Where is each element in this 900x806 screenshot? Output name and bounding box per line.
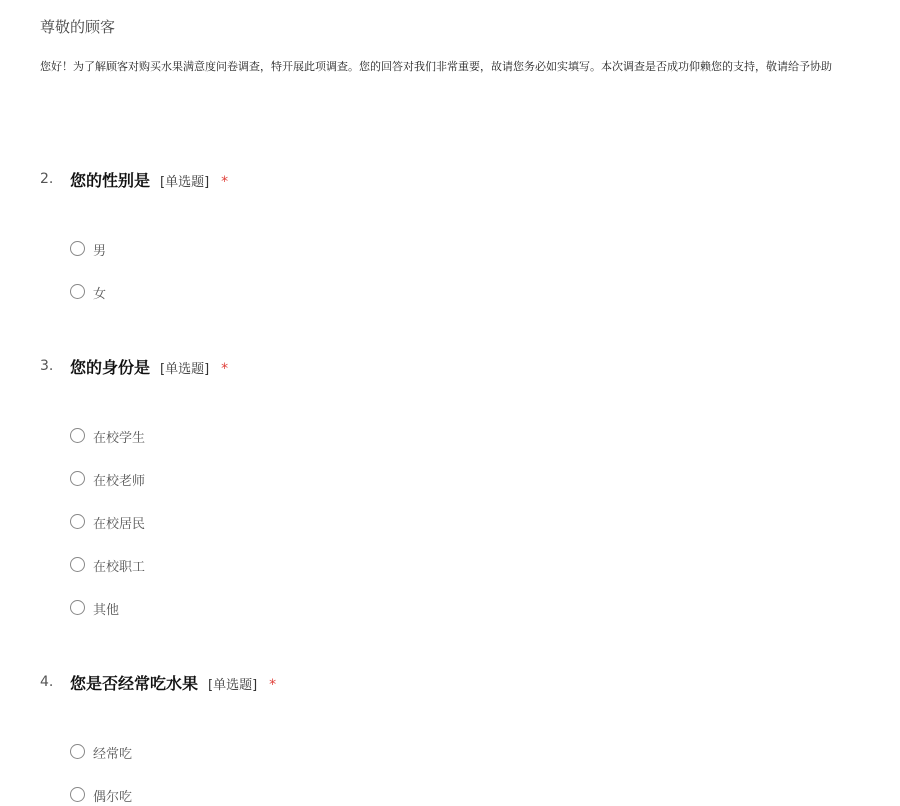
radio-button[interactable] [70,428,85,443]
question-header [40,355,880,379]
option-label: 其他 [93,603,120,618]
greeting-heading: 尊敬的顾客 [40,18,116,36]
question-number: 4. [40,674,54,690]
option-label: 偶尔吃 [93,790,133,805]
radio-button[interactable] [70,471,85,486]
question-title [70,355,228,378]
radio-button[interactable] [70,600,85,615]
radio-button[interactable] [70,284,85,299]
question-type-label: [单选题] [208,678,258,693]
option-label: 在校学生 [93,431,146,446]
intro-paragraph: 您好！为了解顾客对购买水果满意度问卷调查，特开展此项调查。您的回答对我们非常重要，故请您务必如实填写。本次调查是否成功仰赖您的支持，敬请给予协助 [40,60,832,73]
question-type-label: [单选题] [160,362,210,377]
option-label: 在校老师 [93,474,146,489]
question-title-text: 您的性别是 [70,171,151,190]
question-title [70,168,228,191]
question-title-text: 您的身份是 [70,358,151,377]
option-label: 在校职工 [93,560,146,575]
question-fruit-frequency [40,671,880,805]
option-label: 男 [93,244,107,259]
question-number: 2. [40,171,54,187]
option-label: 在校居民 [93,517,146,532]
question-type-label: [单选题] [160,175,210,190]
option-label: 经常吃 [93,747,133,762]
question-gender [40,168,880,302]
required-marker: * [221,361,229,377]
question-title [70,671,276,694]
question-header [40,168,880,192]
radio-button[interactable] [70,744,85,759]
question-identity [40,355,880,618]
question-header [40,671,880,695]
radio-button[interactable] [70,557,85,572]
question-title-text: 您是否经常吃水果 [70,674,199,693]
radio-button[interactable] [70,514,85,529]
required-marker: * [269,677,277,693]
radio-button[interactable] [70,241,85,256]
question-number: 3. [40,358,54,374]
required-marker: * [221,174,229,190]
option-label: 女 [93,287,107,302]
